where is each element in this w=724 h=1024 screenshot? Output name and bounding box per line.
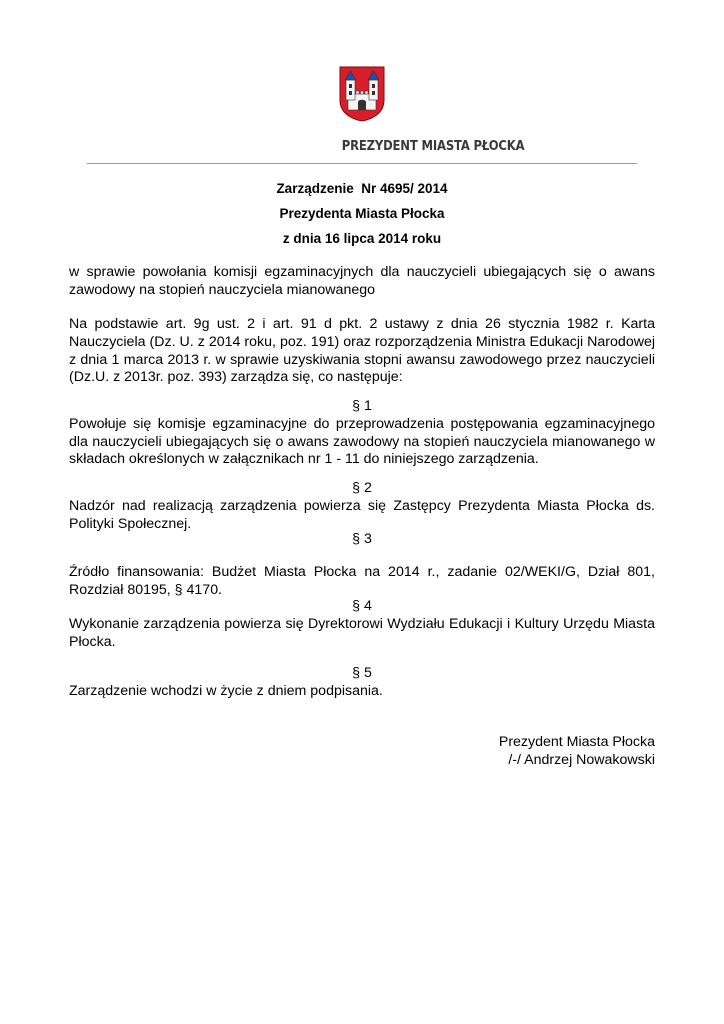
- section-text: Powołuje się komisje egzaminacyjne do przeprowadzenia postępowania egzaminacyjnego dla nauczycieli ubiegających się o awans zawodowy na stopień nauczyciela mianowanego w składach określonych w załącznikach nr 1 - 11 do niniejszego zarządzenia.: [69, 415, 655, 468]
- title-line-1: Zarządzenie Nr 4695/ 2014: [276, 181, 448, 196]
- section-text: Źródło finansowania: Budżet Miasta Płocka na 2014 r., zadanie 02/WEKI/G, Dział 801, Rozdział 80195, § 4170.: [69, 563, 655, 598]
- section-number: § 5: [352, 665, 372, 681]
- section-2: [69, 480, 655, 533]
- signature-block: [69, 734, 655, 770]
- section-1: [69, 398, 655, 469]
- org-name: PREZYDENT MIASTA PŁOCKA: [341, 138, 524, 154]
- plock-coat-of-arms-icon: [339, 66, 385, 122]
- section-4: [69, 598, 655, 651]
- section-number: § 1: [352, 398, 372, 414]
- section-number: § 2: [352, 480, 372, 496]
- section-number: § 3: [352, 531, 372, 547]
- section-text: Wykonanie zarządzenia powierza się Dyrektorowi Wydziału Edukacji i Kultury Urzędu Miasta Płocka.: [69, 615, 655, 650]
- document-title: [0, 176, 724, 251]
- signature-position: Prezydent Miasta Płocka: [498, 734, 655, 750]
- section-text: Nadzór nad realizacją zarządzenia powierza się Zastępcy Prezydenta Miasta Płocka ds. Polityki Społecznej.: [69, 497, 655, 532]
- section-3: [69, 531, 655, 599]
- preamble-paragraph: Na podstawie art. 9g ust. 2 i art. 91 d pkt. 2 ustawy z dnia 26 stycznia 1982 r. Karta Nauczyciela (Dz. U. z 2014 roku, poz. 191) oraz rozporządzenia Ministra Edukacji Narodowej z dnia 1 marca 2013 r. w sprawie uzyskiwania stopni awansu zawodowego przez nauczycieli (Dz.U. z 2013r. poz. 393) zarządza się, co następuje:: [69, 316, 655, 386]
- header-divider: [87, 163, 637, 164]
- section-5: [69, 665, 655, 701]
- subject-paragraph: w sprawie powołania komisji egzaminacyjnych dla nauczycieli ubiegających się o awans zawodowy na stopień nauczyciela mianowanego: [69, 264, 655, 298]
- signature-name: /-/ Andrzej Nowakowski: [508, 751, 655, 768]
- section-text: Zarządzenie wchodzi w życie z dniem podpisania.: [69, 682, 383, 699]
- title-line-2: Prezydenta Miasta Płocka: [279, 206, 445, 221]
- title-line-3: z dnia 16 lipca 2014 roku: [282, 231, 442, 246]
- section-number: § 4: [352, 598, 372, 614]
